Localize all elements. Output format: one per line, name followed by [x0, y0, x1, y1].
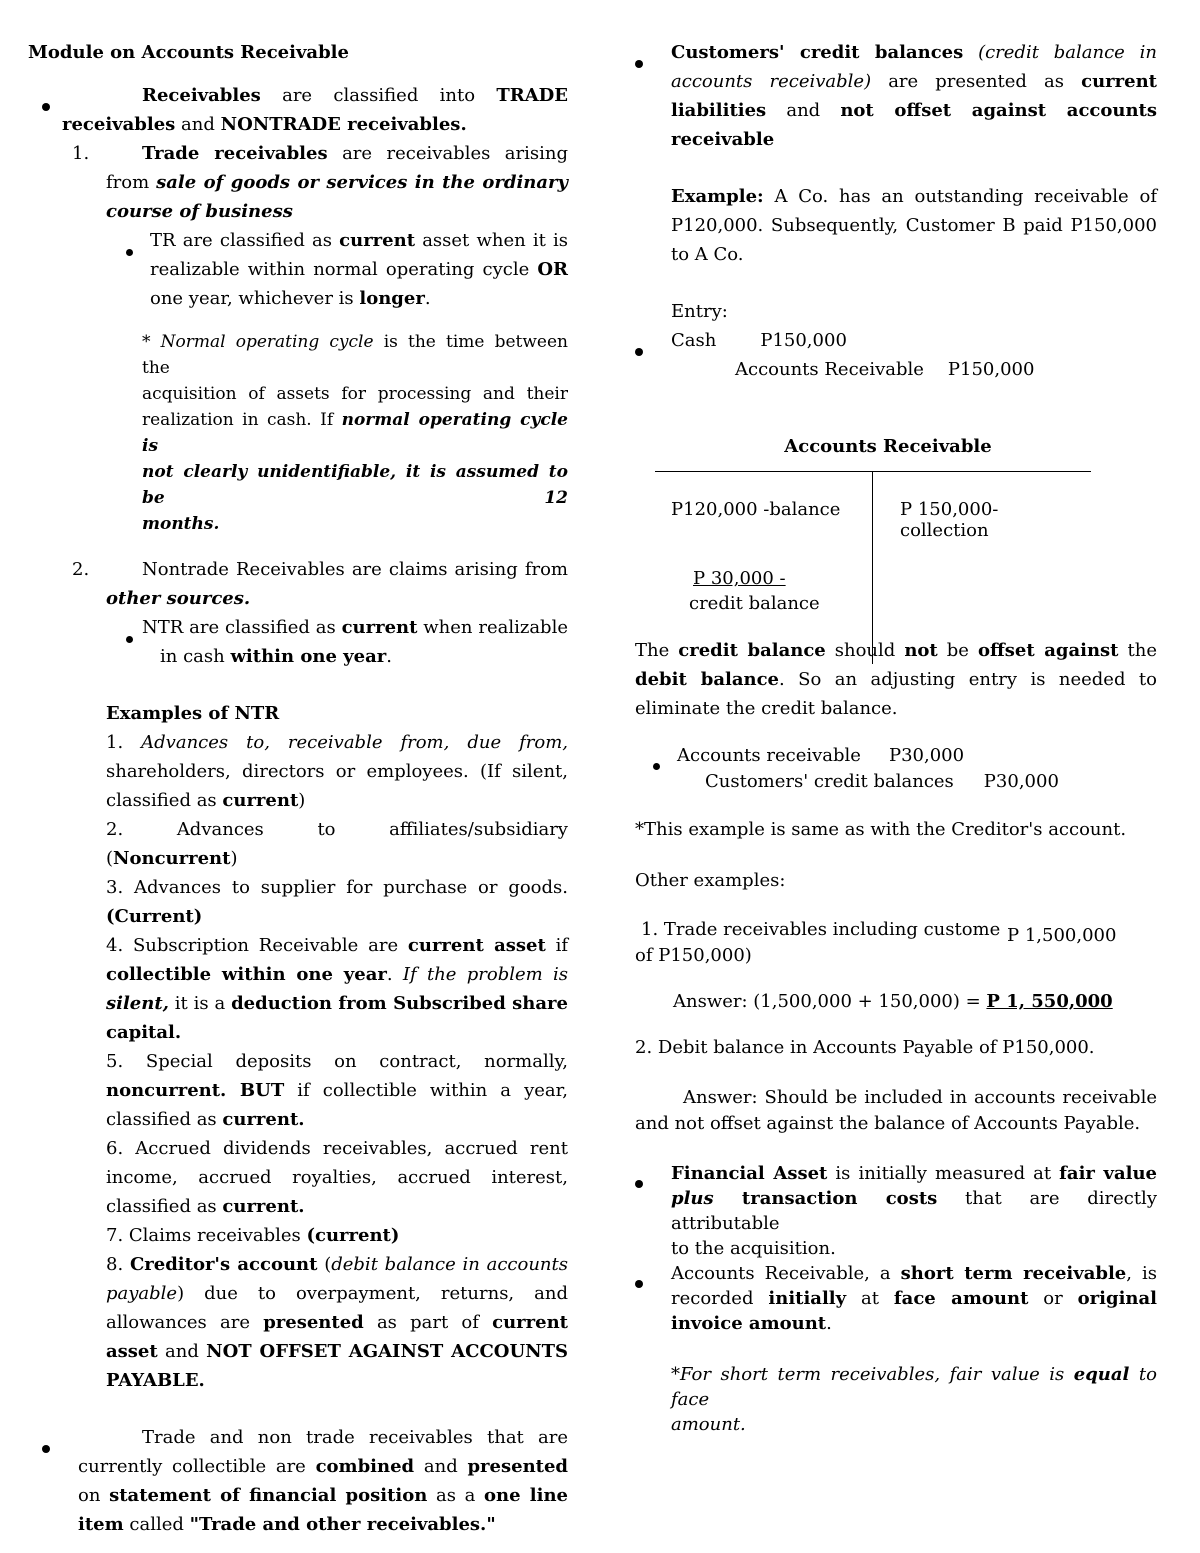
bullet-icon: [635, 1280, 643, 1288]
trade-receivables-item: 1. Trade receivables are receivables arising from sale of goods or services in the ordinary course of business TR are classified as current asset when it is realizable within normal operating cycle OR one year, whichever is longer. * Normal operating cycle is the time between the acquisition of assets for processing and their realization in cash. If normal operating cycle is not clearly unidentifiable, it is assumed to be 12 months.: [28, 139, 568, 537]
bullet-receivables-classification: Receivables are classified into TRADE receivables and NONTRADE receivables.: [28, 81, 568, 139]
bullet-financial-asset: Financial Asset is initially measured at fair value plus transaction costs that are directly attributable to the acquisition.: [635, 1161, 1157, 1261]
right-column: [635, 38, 1157, 384]
bullet-icon: [126, 636, 133, 643]
ntr-examples: Examples of NTR 1. Advances to, receivable from, due from, shareholders, directors or employees. (If silent, classified as current) 2. Advances to affiliates/subsidiary (Noncurrent) 3. Advances to supplier for purchase or goods. (Current) 4. Subscription Receivable are current asset if collectible within one year. If the problem is silent, it is a deduction from Subscribed share capital. 5. Special deposits on contract, normally, noncurrent. BUT if collectible within a year, classified as current. 6. Accrued dividends receivables, accrued rent income, accrued royalties, accrued interest, classified as current. 7. Claims receivables (current) 8. Creditor's account (debit balance in accounts payable) due to overpayment, returns, and allowances are presented as part of current asset and NOT OFFSET AGAINST ACCOUNTS PAYABLE.: [106, 703, 569, 1391]
t-account-title: Accounts Receivable: [784, 436, 992, 457]
bullet-icon: [635, 348, 643, 356]
other-example-1: 1. Trade receivables including custome P 1,500,000 of P150,000) Answer: (1,500,000 + 150,000) = P 1, 550,000: [635, 919, 1117, 1012]
bullet-icon: [635, 60, 643, 68]
right-column-lower: [635, 636, 1157, 1437]
fair-value-note: *For short term receivables, fair value is equal to face amount.: [671, 1364, 1157, 1435]
bullet-icon: [42, 1445, 50, 1453]
bullet-trade-and-other-receivables: Trade and non trade receivables that are currently collectible are combined and presented on statement of financial position as a one line item called "Trade and other receivables.": [28, 1423, 568, 1539]
entry-label: Entry:: [671, 301, 728, 322]
t-account-top-line: [655, 471, 1091, 472]
operating-cycle-note: * Normal operating cycle is the time between the acquisition of assets for processing and their realization in cash. If normal operating cycle is not clearly unidentifiable, it is assumed to be 12 months.: [142, 332, 568, 534]
bullet-icon: [653, 763, 660, 770]
credit-balance-paragraph: The credit balance should not be offset against the debit balance. So an adjusting entry is needed to eliminate the credit balance.: [635, 640, 1157, 719]
other-example-2: 2. Debit balance in Accounts Payable of P150,000. Answer: Should be included in accounts receivable and not offset against the balance of Accounts Payable.: [635, 1037, 1157, 1134]
adjusting-entry: Accounts receivable P30,000 Customers' credit balances P30,000: [635, 743, 1157, 795]
bullet-icon: [635, 1180, 643, 1188]
nontrade-receivables-item: 2. Nontrade Receivables are claims arising from other sources. NTR are classified as current when realizable in cash within one year.: [28, 555, 568, 671]
page-title: Module on Accounts Receivable: [28, 42, 349, 63]
t-account-debit: P120,000 -balance: [671, 499, 841, 520]
bullet-customers-credit-balances: Customers' credit balances (credit balance in accounts receivable) are presented as current liabilities and not offset against accounts receivable Example: A Co. has an outstanding receivable of P120,000. Subsequently, Customer B paid P150,000 to A Co. Entry:: [635, 38, 1157, 326]
left-column: [28, 38, 568, 1539]
example-block: Example: A Co. has an outstanding receivable of P120,000. Subsequently, Customer B paid P150,000 to A Co.: [671, 186, 1157, 265]
bullet-icon: [42, 103, 50, 111]
tr-classification-bullet: TR are classified as current asset when it is realizable within normal operating cycle OR one year, whichever is longer.: [106, 226, 568, 313]
t-account: [655, 436, 1091, 664]
creditor-note: *This example is same as with the Creditor's account.: [635, 819, 1127, 840]
journal-entry: Cash P150,000 Accounts Receivable P150,000: [635, 326, 1157, 384]
ntr-classification-bullet: NTR are classified as current when realizable in cash within one year.: [106, 613, 568, 671]
t-account-credit: P 150,000- collection: [900, 499, 999, 541]
t-account-balance-label: credit balance: [689, 593, 820, 614]
bullet-accounts-receivable-recording: Accounts Receivable, a short term receivable, is recorded initially at face amount or original invoice amount. *For short term receivables, fair value is equal to face amount.: [635, 1261, 1157, 1437]
bullet-icon: [126, 249, 133, 256]
other-examples-label: Other examples:: [635, 870, 786, 891]
t-account-balance-amount: P 30,000 -: [693, 568, 786, 589]
